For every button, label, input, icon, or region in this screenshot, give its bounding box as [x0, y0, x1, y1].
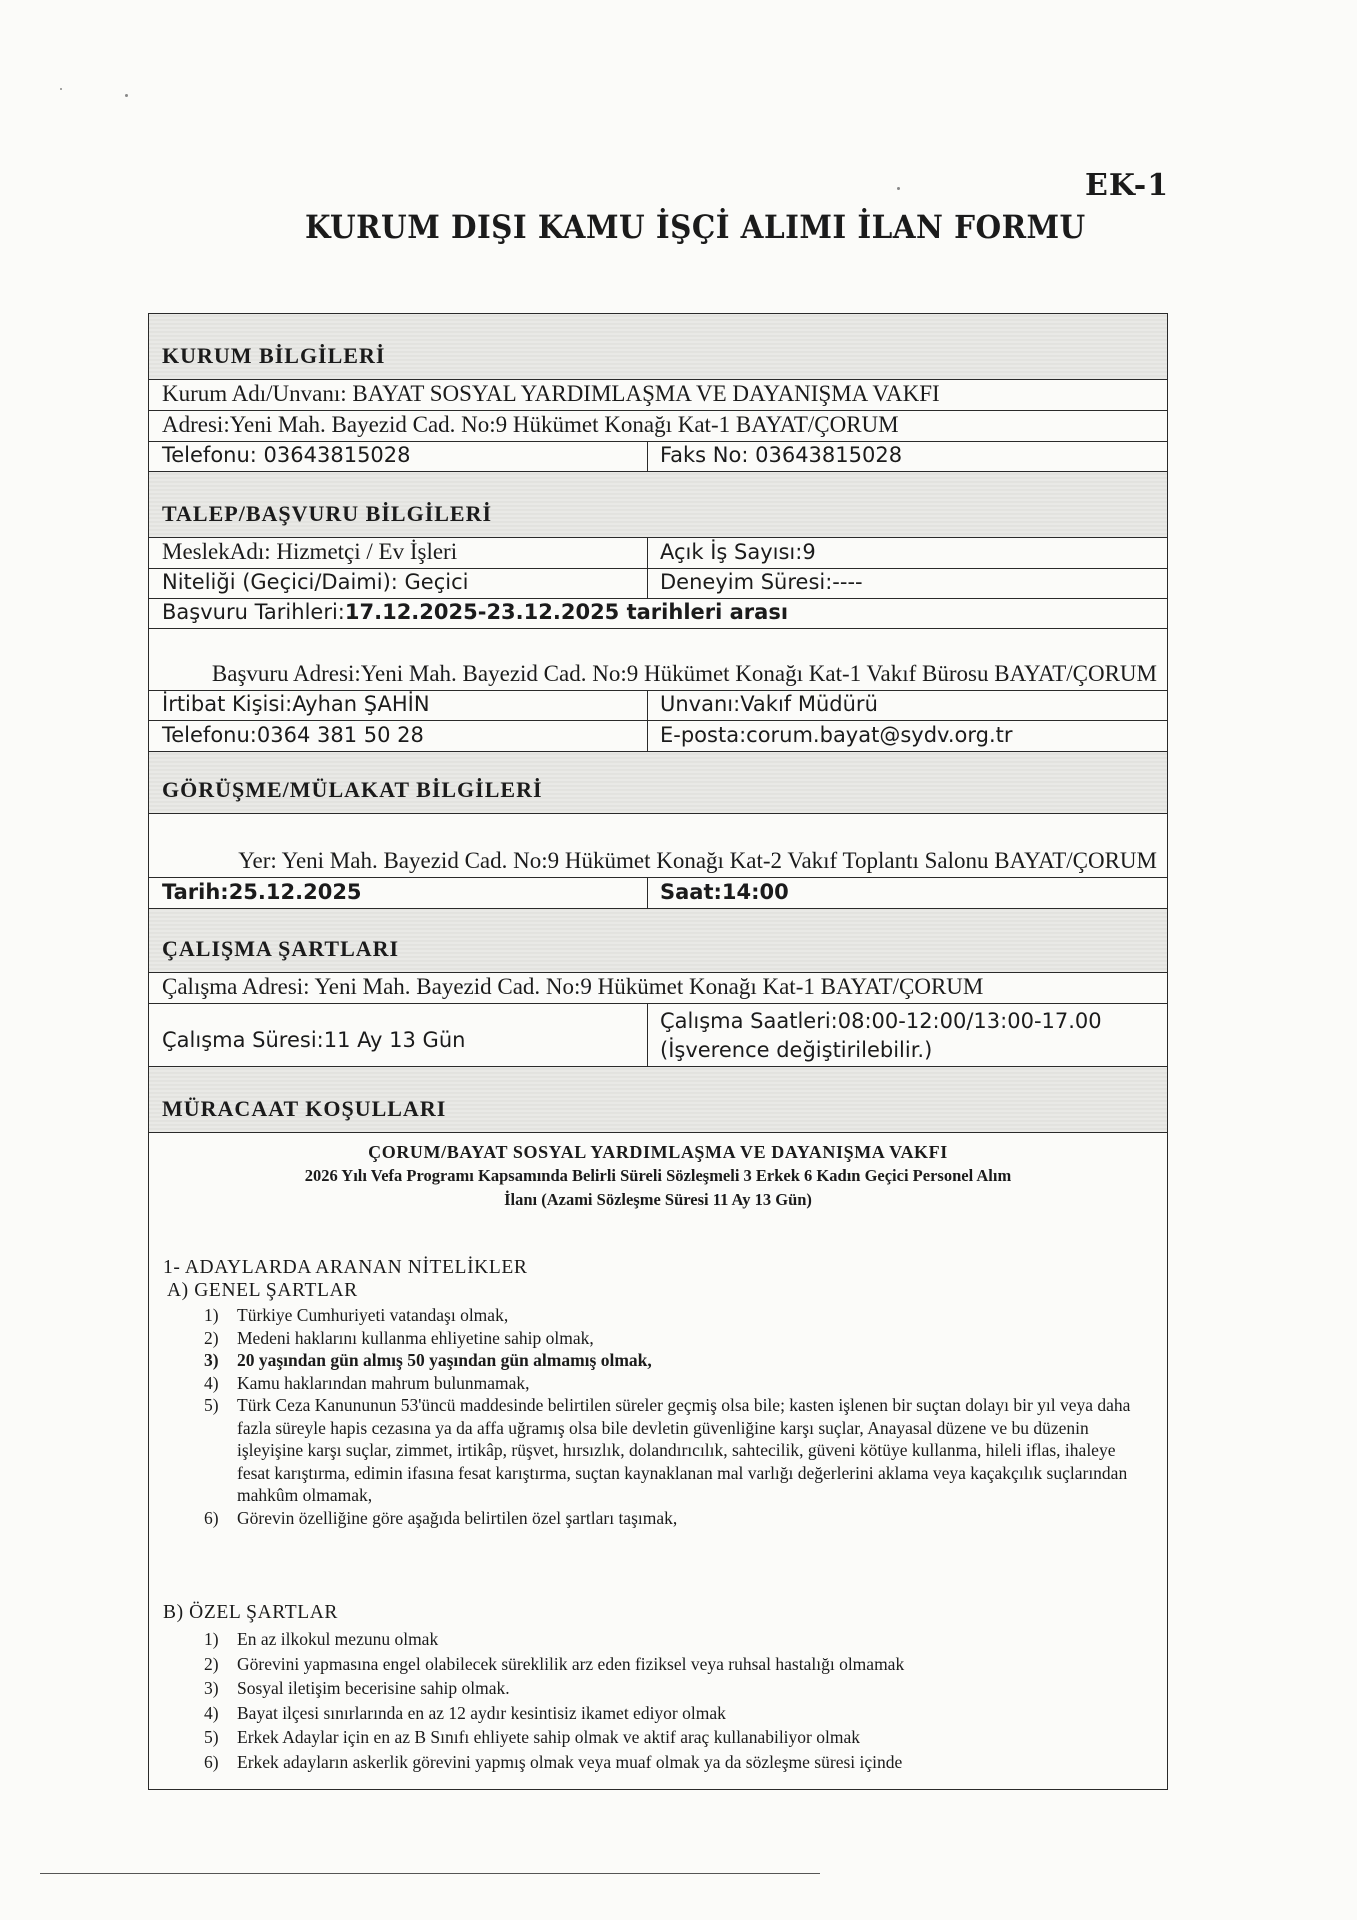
scan-speck: [60, 88, 62, 90]
section-heading: ÇALIŞMA ŞARTLARI: [162, 936, 400, 961]
gorusme-yer: Yer: Yeni Mah. Bayezid Cad. No:9 Hükümet Konağı Kat-2 Vakıf Toplantı Salonu BAYAT/ÇORUM: [238, 848, 1157, 873]
gorusme-tarih: Tarih:25.12.2025: [162, 880, 362, 904]
list-item: 3) Sosyal iletişim becerisine sahip olmak.: [204, 1678, 510, 1698]
genel-sartlar-list: [159, 1304, 1159, 1529]
list-item: 1) Türkiye Cumhuriyeti vatandaşı olmak,: [204, 1305, 509, 1325]
list-item: 4) Kamu haklarından mahrum bulunmamak,: [204, 1372, 530, 1393]
list-item: 5) Türk Ceza Kanununun 53'üncü maddesinde belirtilen süreler geçmiş olsa bile; kasten işlenen bir suçtan dolayı bir yıl veya daha fazla süreyle hapis cezasına ya da affa uğramış olsa bile devletin güvenliğine karşı suçlar, Anayasal düzene ve bu düzenin işleyişine karşı suçlar, zimmet, irtikâp, rüşvet, hırsızlık, dolandırıcılık, sahtecilik, güveni kötüye kullanma, hileli iflas, ihaleye fesat karıştırma, edimin ifasına fesat karıştırma, suçtan kaynaklanan mal varlığı değerlerini aklama veya kaçakçılık suçlarından mahkûm olmamak,: [204, 1395, 1131, 1505]
niteligi: Niteliği (Geçici/Daimi): Geçici: [162, 570, 469, 594]
ilan-subtitle-1: 2026 Yılı Vefa Programı Kapsamında Belirli Süreli Sözleşmeli 3 Erkek 6 Kadın Geçici Personel Alım: [304, 1166, 1012, 1185]
section-gorusme: [149, 752, 1167, 814]
acik-is-sayisi: Açık İş Sayısı:9: [660, 540, 816, 564]
section-talep: [149, 472, 1167, 538]
deneyim-suresi: Deneyim Süresi:----: [660, 570, 863, 594]
kurum-telefon-row: [149, 442, 1167, 472]
gorusme-yer-row: [149, 814, 1167, 878]
meslek-row: [149, 538, 1167, 569]
gorusme-tarih-row: [149, 878, 1167, 909]
list-item: 6) Görevin özelliğine göre aşağıda belirtilen özel şartları taşımak,: [204, 1507, 678, 1528]
list-item: 5) Erkek Adaylar için en az B Sınıfı ehliyete sahip olmak ve aktif araç kullanabiliyor olmak: [204, 1727, 860, 1747]
org-heading: ÇORUM/BAYAT SOSYAL YARDIMLAŞMA VE DAYANIŞMA VAKFI: [368, 1142, 948, 1162]
list-item: 1) En az ilkokul mezunu olmak: [204, 1629, 439, 1649]
scan-speck: [125, 94, 128, 97]
unvan: Unvanı:Vakıf Müdürü: [660, 692, 878, 716]
section-1-heading: 1- ADAYLARDA ARANAN NİTELİKLER: [163, 1257, 528, 1278]
kurum-adres-row: [149, 411, 1167, 442]
list-item: 3) 20 yaşından gün almış 50 yaşından gün almamış olmak,: [204, 1350, 652, 1370]
page-title: KURUM DIŞI KAMU İŞÇİ ALIMI İLAN FORMU: [305, 208, 1086, 246]
basvuru-tarihleri-row: [149, 599, 1167, 629]
section-calisma: [149, 909, 1167, 973]
list-item: 4) Bayat ilçesi sınırlarında en az 12 aydır kesintisiz ikamet ediyor olmak: [204, 1702, 726, 1723]
section-kurum: [149, 314, 1167, 380]
basvuru-tarihleri-value: 17.12.2025-23.12.2025 tarihleri arası: [344, 600, 789, 624]
nitelik-row: [149, 569, 1167, 599]
calisma-saatleri-note: (İşverence değiştirilebilir.): [660, 1038, 933, 1062]
section-heading: GÖRÜŞME/MÜLAKAT BİLGİLERİ: [162, 777, 543, 802]
talep-telefon: Telefonu:0364 381 50 28: [162, 723, 424, 747]
calisma-saatleri: Çalışma Saatleri:08:00-12:00/13:00-17.00: [660, 1009, 1102, 1033]
ozel-sartlar-list: [159, 1627, 1159, 1774]
calisma-adresi: Çalışma Adresi: Yeni Mah. Bayezid Cad. No:9 Hükümet Konağı Kat-1 BAYAT/ÇORUM: [162, 974, 984, 999]
meslek-adi: MeslekAdı: Hizmetçi / Ev İşleri: [162, 539, 458, 564]
iletisim-row: [149, 721, 1167, 752]
irtibat-row: [149, 691, 1167, 721]
genel-sartlar-heading: A) GENEL ŞARTLAR: [167, 1280, 358, 1301]
basvuru-tarihleri-label: Başvuru Tarihleri:: [162, 600, 345, 624]
footer-rule: [40, 1873, 820, 1874]
irtibat-kisisi: İrtibat Kişisi:Ayhan ŞAHİN: [162, 692, 430, 716]
form-table: [148, 313, 1168, 1790]
calisma-suresi: Çalışma Süresi:11 Ay 13 Gün: [162, 1028, 466, 1052]
kurum-adi: Kurum Adı/Unvanı: BAYAT SOSYAL YARDIMLAŞMA VE DAYANIŞMA VAKFI: [162, 381, 940, 406]
basvuru-adresi: Başvuru Adresi:Yeni Mah. Bayezid Cad. No:9 Hükümet Konağı Kat-1 Vakıf Bürosu BAYAT/ÇORUM: [211, 661, 1157, 686]
eposta: E-posta:corum.bayat@sydv.org.tr: [660, 723, 1013, 747]
section-heading: KURUM BİLGİLERİ: [162, 343, 386, 368]
list-item: 2) Görevini yapmasına engel olabilecek süreklilik arz eden fiziksel veya ruhsal hastalığı olmamak: [204, 1653, 905, 1674]
calisma-adres-row: [149, 973, 1167, 1004]
calisma-sure-row: [149, 1004, 1167, 1067]
kurum-telefon: Telefonu: 03643815028: [162, 443, 411, 467]
kurum-faks: Faks No: 03643815028: [660, 443, 903, 467]
annex-label: EK-1: [1085, 168, 1170, 203]
ilan-subtitle-2: İlanı (Azami Sözleşme Süresi 11 Ay 13 Gün): [504, 1190, 812, 1209]
gorusme-saat: Saat:14:00: [660, 880, 789, 904]
section-muracaat: [149, 1067, 1167, 1133]
kurum-adi-row: [149, 380, 1167, 411]
scan-speck: [897, 187, 900, 190]
ozel-sartlar-heading: B) ÖZEL ŞARTLAR: [163, 1602, 339, 1623]
list-item: 2) Medeni haklarını kullanma ehliyetine sahip olmak,: [204, 1327, 594, 1348]
section-heading: TALEP/BAŞVURU BİLGİLERİ: [162, 501, 493, 526]
basvuru-adresi-row: [149, 629, 1167, 691]
section-heading: MÜRACAAT KOŞULLARI: [162, 1096, 447, 1121]
kurum-adres: Adresi:Yeni Mah. Bayezid Cad. No:9 Hükümet Konağı Kat-1 BAYAT/ÇORUM: [162, 412, 899, 437]
list-item: 6) Erkek adayların askerlik görevini yapmış olmak veya muaf olmak ya da sözleşme süresi içinde: [204, 1751, 903, 1772]
